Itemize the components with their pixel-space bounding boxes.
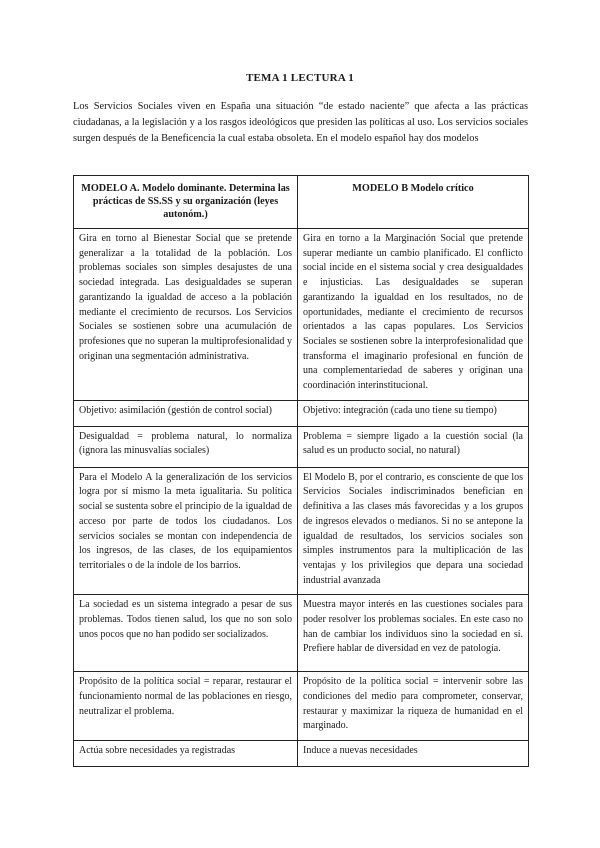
- cell-model-b: Objetivo: integración (cada uno tiene su tiempo): [298, 400, 529, 426]
- models-comparison-table: [73, 175, 529, 767]
- cell-model-a: Actúa sobre necesidades ya registradas: [74, 741, 298, 767]
- table-row: [74, 672, 529, 741]
- table-header-row: [74, 176, 529, 229]
- document-title: TEMA 1 LECTURA 1: [245, 72, 355, 84]
- table-row: [74, 426, 529, 467]
- cell-model-a: La sociedad es un sistema integrado a pesar de sus problemas. Todos tienen salud, los que no son solo unos pocos que no han podido ser socializados.: [74, 595, 298, 672]
- table-row: [74, 229, 529, 401]
- cell-model-a: Desigualdad = problema natural, lo normaliza (ignora las minusvalías sociales): [74, 426, 298, 467]
- header-model-b: MODELO B Modelo crítico: [298, 176, 529, 229]
- table-row: [74, 400, 529, 426]
- cell-model-a: Propósito de la política social = reparar, restaurar el funcionamiento normal de las poblaciones en riesgo, neutralizar el problema.: [74, 672, 298, 741]
- table-row: [74, 741, 529, 767]
- cell-model-b: Problema = siempre ligado a la cuestión social (la salud es un producto social, no natural): [298, 426, 529, 467]
- table-row: [74, 467, 529, 595]
- cell-model-a: Gira en torno al Bienestar Social que se pretende generalizar a la totalidad de la población. Los problemas sociales son simples desajustes de una sociedad integrada. Las desigualdades se superan garantizando la igualdad de acceso a la población mediante el crecimiento de recursos. Los Servicios Sociales se sostienen sobre una acumulación de profesiones que no superan la multiprofesionalidad y originan una segmentación administrativa.: [74, 229, 298, 401]
- cell-model-b: El Modelo B, por el contrario, es consciente de que los Servicios Sociales indiscriminados benefician en definitiva a las clases más favorecidas y a los grupos de ingresos elevados o medianos. Si no se antepone la igualdad de resultados, los servicios sociales son simples instrumentos para la multiplicación de las ventajas y los privilegios que depara una sociedad industrial avanzada: [298, 467, 529, 595]
- cell-model-b: Propósito de la política social = intervenir sobre las condiciones del medio para comprometer, conservar, restaurar y maximizar la riqueza de humanidad en el marginado.: [298, 672, 529, 741]
- cell-model-a: Para el Modelo A la generalización de los servicios logra por sí mismo la meta igualitaria. Su política social se sustenta sobre el principio de la igualdad de acceso por parte de todos los ciudadanos. Los servicios sociales se montan con independencia de los ingresos, de las clases, de los equipamientos territoriales o de la índole de los barrios.: [74, 467, 298, 595]
- cell-model-b: Induce a nuevas necesidades: [298, 741, 529, 767]
- cell-model-b: Muestra mayor interés en las cuestiones sociales para poder resolver los problemas sociales. En este caso no han de cambiar los individuos sino la sociedad en sí. Prefiere hablar de diversidad en vez de patología.: [298, 595, 529, 672]
- header-model-a: MODELO A. Modelo dominante. Determina las prácticas de SS.SS y su organización (leyes autonóm.): [74, 176, 298, 229]
- intro-paragraph: Los Servicios Sociales viven en España una situación “de estado naciente” que afecta a las prácticas ciudadanas, a la legislación y a los rasgos ideológicos que presiden las políticas al uso. Los servicios sociales surgen después de la Beneficencia la cual estaba obsoleta. En el modelo español hay dos modelos: [73, 101, 528, 144]
- cell-model-a: Objetivo: asimilación (gestión de control social): [74, 400, 298, 426]
- cell-model-b: Gira en torno a la Marginación Social que pretende superar mediante un cambio planificado. El conflicto social incide en el sistema social y crea desigualdades e injusticias. Las desigualdades se superan garantizando la igualdad en los resultados, no de oportunidades, mediante el crecimiento de recursos orientados a las capas populares. Los Servicios Sociales se sostienen sobre la interprofesionalidad que transforma el imaginario profesional en función de una complementariedad de saberes y originan una coordinación interinstitucional.: [298, 229, 529, 401]
- table-row: [74, 595, 529, 672]
